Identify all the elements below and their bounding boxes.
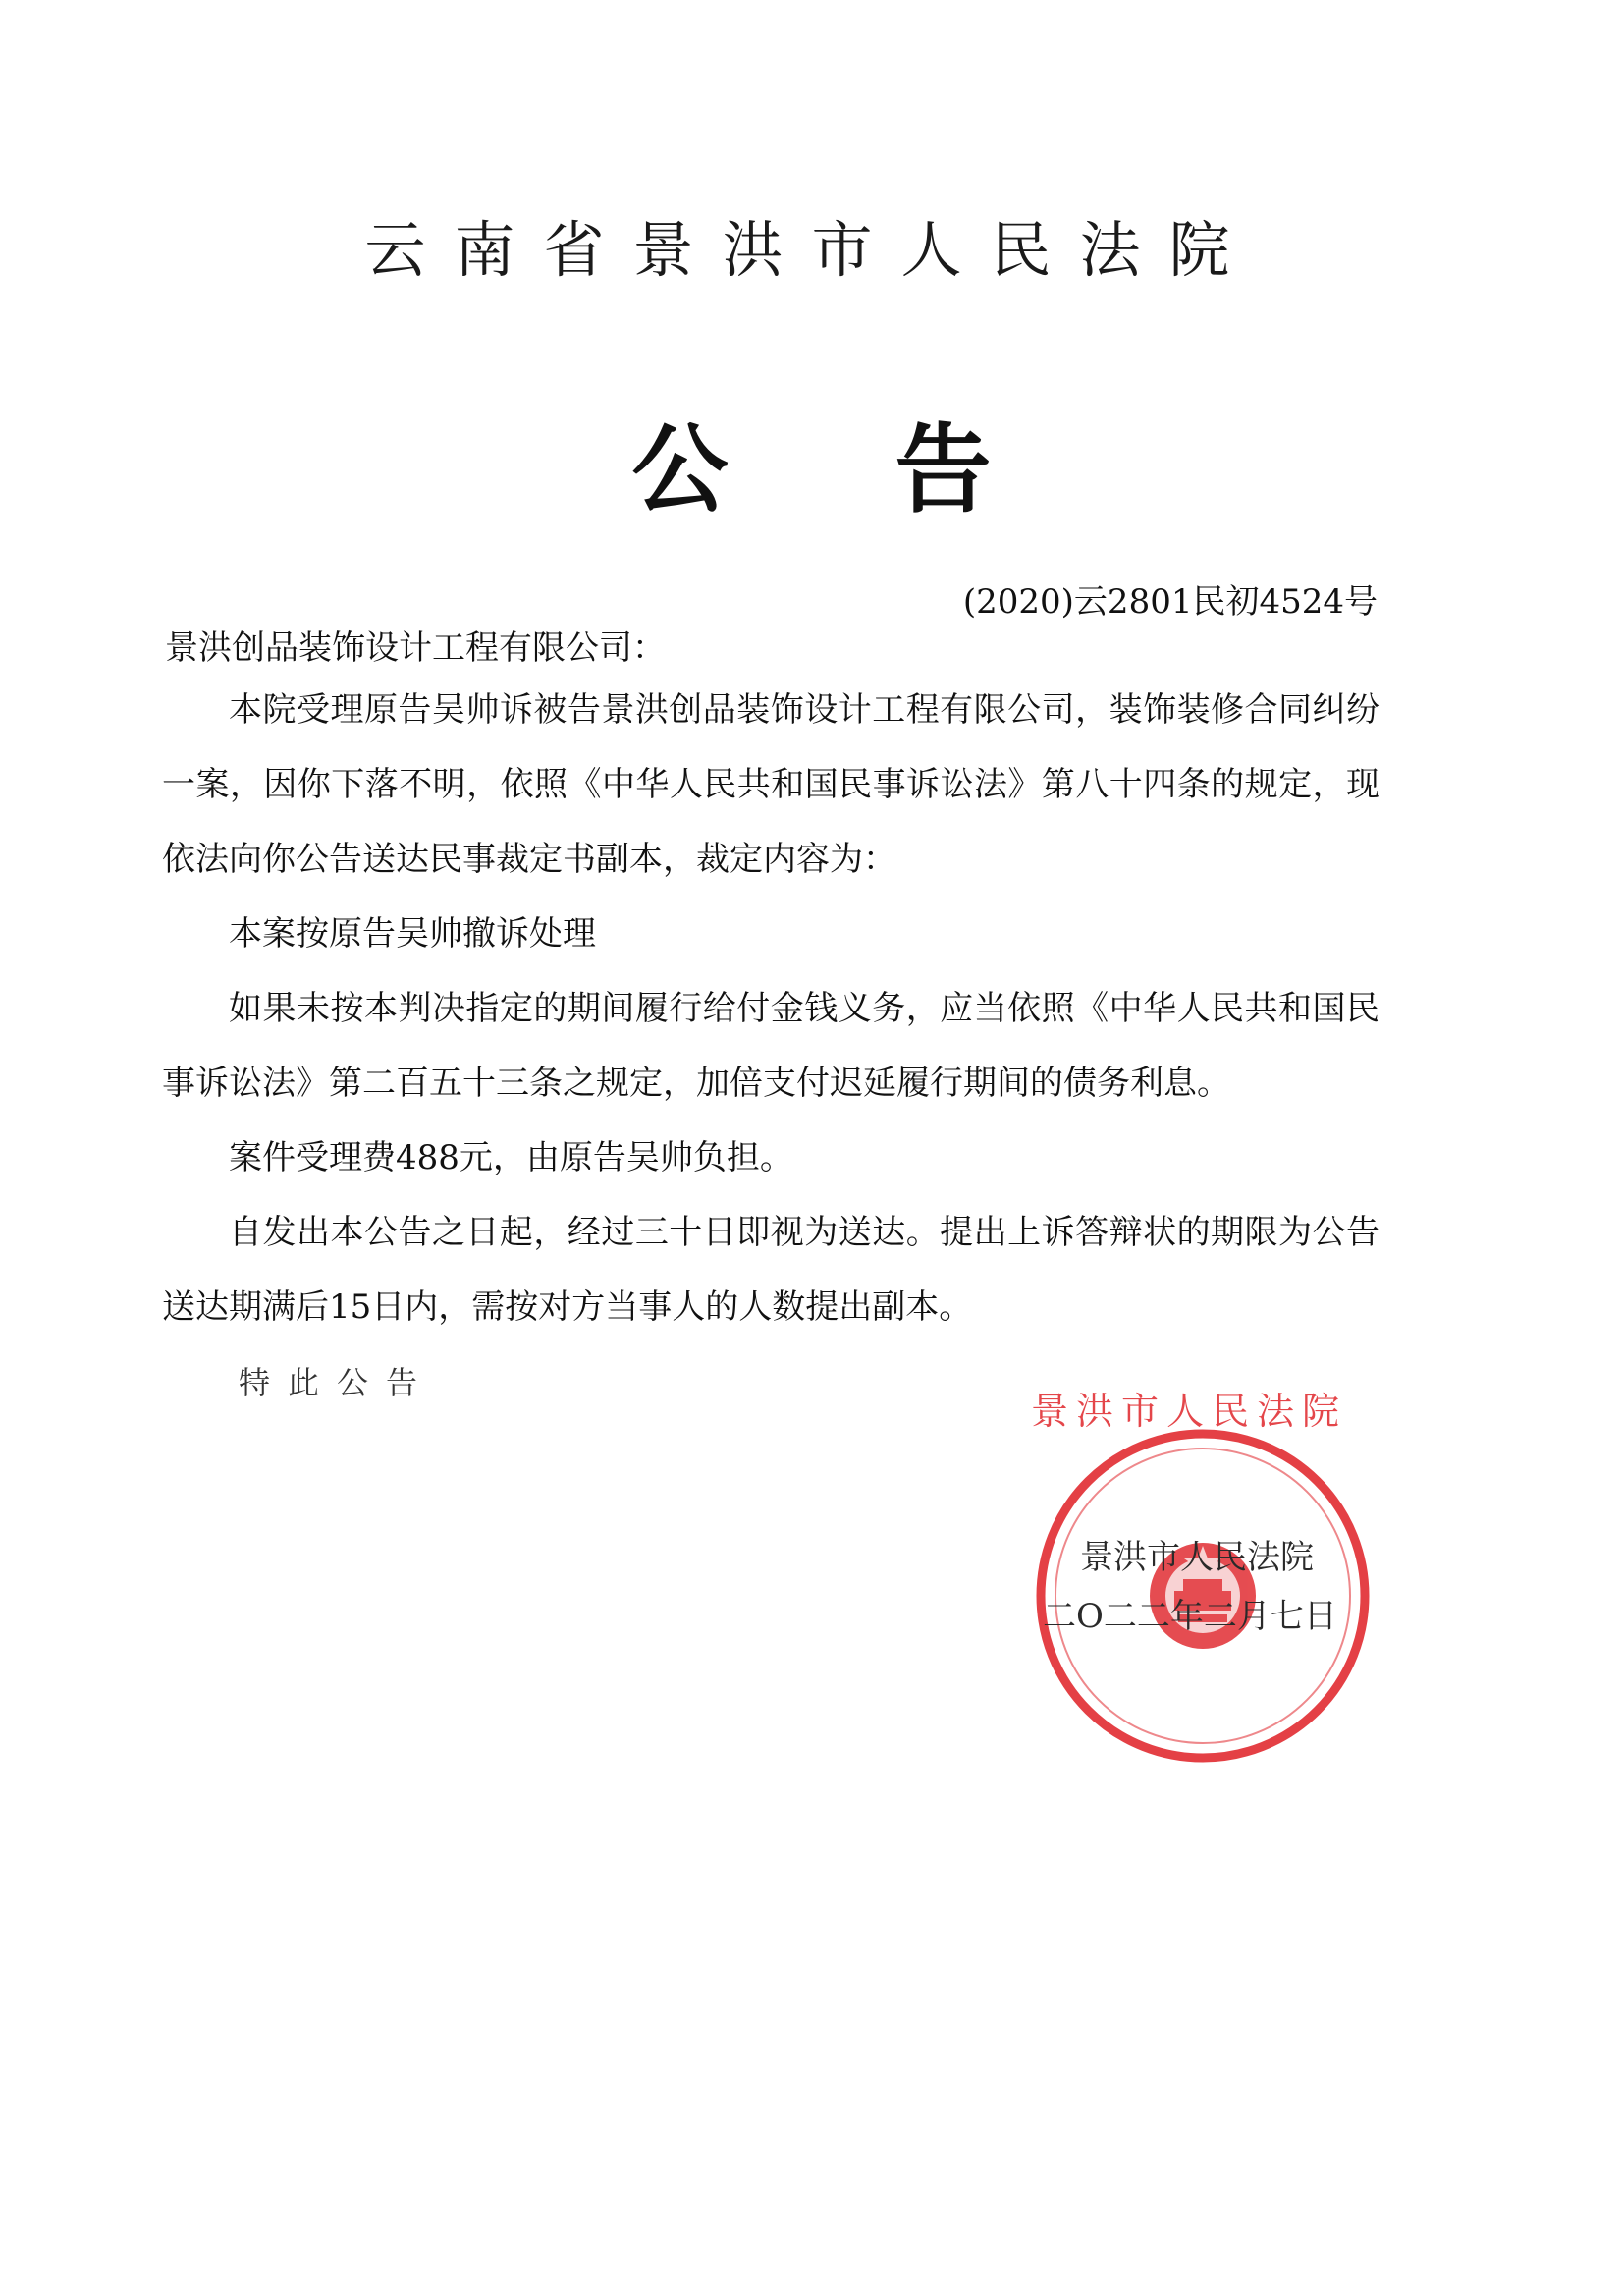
closing-phrase: 特此公告 bbox=[239, 1364, 436, 1401]
court-name-heading: 云南省景洪市人民法院 bbox=[364, 214, 1259, 286]
body-paragraph-1: 本院受理原告吴帅诉被告景洪创品装饰设计工程有限公司，装饰装修合同纠纷一案，因你下落不明，依照《中华人民共和国民事诉讼法》第八十四条的规定，现依法向你公告送达民事裁定书副本，裁定内容为： bbox=[162, 690, 1380, 879]
body-paragraph-4: 案件受理费488元，由原告吴帅负担。 bbox=[229, 1138, 793, 1177]
signature-court: 景洪市人民法院 bbox=[1080, 1538, 1314, 1577]
signature-date: 二O二二年二月七日 bbox=[1043, 1597, 1337, 1636]
notice-title: 公告 bbox=[631, 414, 1159, 526]
body-paragraph-5: 自发出本公告之日起，经过三十日即视为送达。提出上诉答辩状的期限为公告送达期满后15日内，需按对方当事人的人数提出副本。 bbox=[162, 1213, 1380, 1327]
body-paragraph-3: 如果未按本判决指定的期间履行给付金钱义务，应当依照《中华人民共和国民事诉讼法》第二百五十三条之规定，加倍支付迟延履行期间的债务利息。 bbox=[162, 989, 1380, 1103]
body-paragraph-2: 本案按原告吴帅撤诉处理 bbox=[229, 914, 596, 954]
seal-text: 景洪市人民法院 bbox=[1031, 1390, 1348, 1433]
addressee: 景洪创品装饰设计工程有限公司： bbox=[165, 629, 666, 668]
case-number: (2020)云2801民初4524号 bbox=[962, 582, 1378, 622]
